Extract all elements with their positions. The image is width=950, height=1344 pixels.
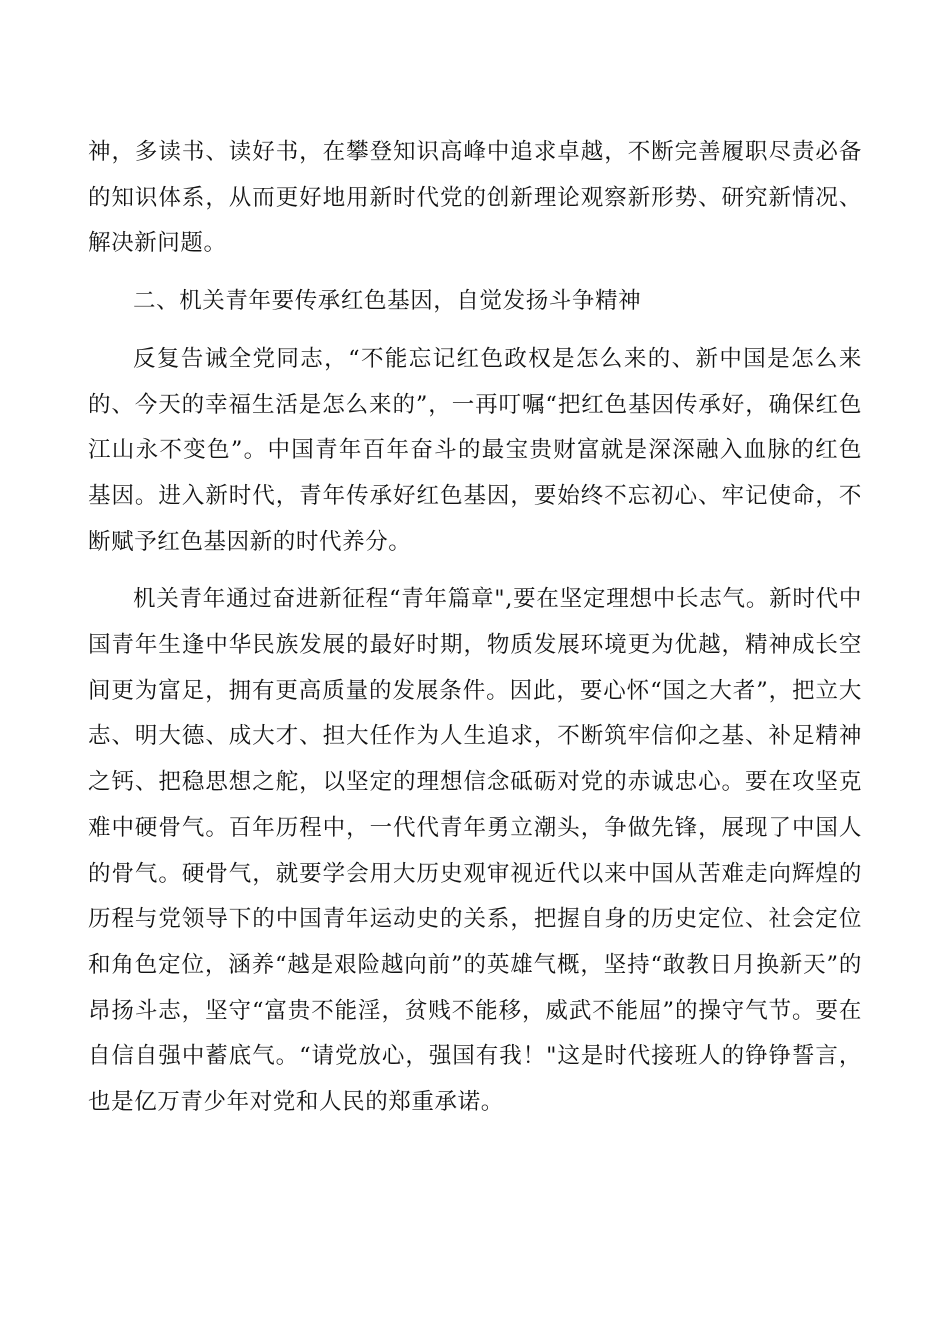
document-body	[88, 130, 862, 1126]
section-heading: 二、机关青年要传承红色基因，自觉发扬斗争精神	[133, 288, 642, 315]
paragraph-youth-chapter: 机关青年通过奋进新征程“青年篇章",要在坚定理想中长志气。新时代中国青年生逢中华民族发展的最好时期，物质发展环境更为优越，精神成长空间更为富足，拥有更高质量的发展条件。因此，要心怀“国之大者”，把立大志、明大德、成大才、担大任作为人生追求，不断筑牢信仰之基、补足精神之钙、把稳思想之舵，以坚定的理想信念砥砺对党的赤诚忠心。要在攻坚克难中硬骨气。百年历程中，一代代青年勇立潮头，争做先锋，展现了中国人的骨气。硬骨气，就要学会用大历史观审视近代以来中国从苦难走向辉煌的历程与党领导下的中国青年运动史的关系，把握自身的历史定位、社会定位和角色定位，涵养“越是艰险越向前”的英雄气概，坚持“敢教日月换新天”的昂扬斗志，坚守“富贵不能淫，贫贱不能移，威武不能屈”的操守气节。要在自信自强中蓄底气。“请党放心，强国有我！"这是时代接班人的铮铮誓言，也是亿万青少年对党和人民的郑重承诺。	[88, 586, 862, 1116]
paragraph-red-gene: 反复告诫全党同志，“不能忘记红色政权是怎么来的、新中国是怎么来的、今天的幸福生活是怎么来的”，一再叮嘱“把红色基因传承好，确保红色江山永不变色”。中国青年百年奋斗的最宝贵财富就是深深融入血脉的红色基因。进入新时代，青年传承好红色基因，要始终不忘初心、牢记使命，不断赋予红色基因新的时代养分。	[88, 345, 862, 555]
paragraph-continuation: 神，多读书、读好书，在攀登知识高峰中追求卓越，不断完善履职尽责必备的知识体系，从而更好地用新时代党的创新理论观察新形势、研究新情况、解决新问题。	[88, 139, 862, 257]
